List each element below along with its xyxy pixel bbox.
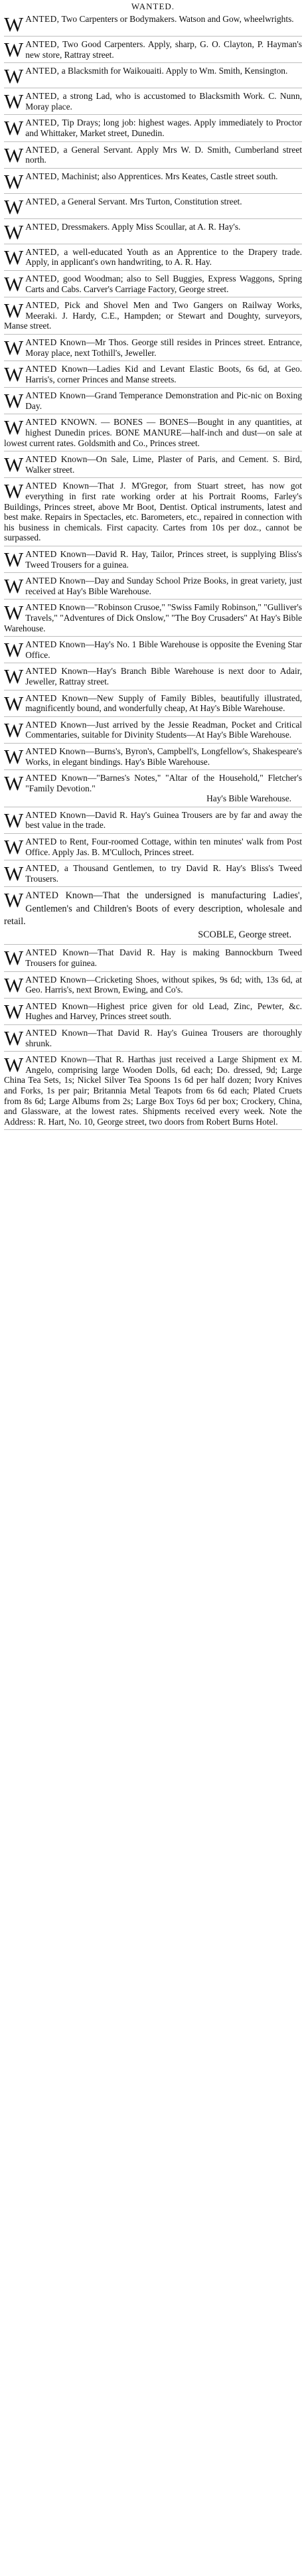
- drop-cap: W: [4, 746, 24, 768]
- classified-ad: [4, 693, 302, 717]
- ad-text: Known—On Sale, Lime, Plaster of Paris, and Cement. S. Bird, Walker street.: [25, 454, 302, 475]
- classified-ad: [4, 837, 302, 860]
- ad-body: [4, 91, 302, 112]
- ad-lead-word: ANTED: [25, 1001, 57, 1011]
- ad-lead-word: ANTED: [25, 773, 57, 783]
- ad-lead-word: ANTED,: [25, 91, 60, 102]
- ad-body: [4, 300, 302, 331]
- ad-lead-word: ANTED: [25, 602, 57, 613]
- ad-body: [4, 666, 302, 686]
- ad-text: Known—"Robinson Crusoe," "Swiss Family Robinson," "Gulliver's Travels," "Adventures of Dick Onslow," "The Boy Crusaders" At Hay's Bible Warehouse.: [4, 602, 302, 633]
- classified-ad: [4, 91, 302, 115]
- ad-text: a strong Lad, who is accustomed to Blacksmith Work. C. Nunn, Moray place.: [25, 91, 302, 112]
- ad-lead-word: ANTED: [25, 890, 59, 902]
- ad-body: [4, 337, 302, 358]
- drop-cap: W: [4, 454, 24, 477]
- ad-text: Known—Mr Thos. George still resides in Princes street. Entrance, Moray place, next Tothill's, Jeweller.: [25, 337, 302, 358]
- classified-ad: [4, 197, 302, 219]
- ad-body: [4, 837, 302, 857]
- ad-body: [4, 1054, 302, 1127]
- ad-text: Two Carpenters or Bodymakers. Watson and Gow, wheelwrights.: [59, 14, 294, 24]
- ad-text: Known—Burns's, Byron's, Campbell's, Longfellow's, Shakespeare's Works, in elegant bindings. Hay's Bible Warehouse.: [25, 746, 302, 767]
- classified-ad: [4, 1054, 302, 1130]
- classified-ad: [4, 1001, 302, 1025]
- ad-body: [4, 1028, 302, 1048]
- classified-ad: [4, 454, 302, 478]
- ad-text: Known—That the undersigned is manufacturing Ladies', Gentlemen's and Children's Boots of every description, wholesale and retail.: [4, 890, 302, 927]
- ad-text: Known—"Barnes's Notes," "Altar of the Household," Fletcher's "Family Devotion.": [25, 773, 302, 793]
- ad-body: [4, 947, 302, 968]
- drop-cap: W: [4, 390, 24, 413]
- classified-ad: [4, 337, 302, 361]
- drop-cap: W: [4, 890, 24, 912]
- drop-cap: W: [4, 947, 24, 970]
- classified-ad: [4, 773, 302, 807]
- drop-cap: W: [4, 1001, 24, 1023]
- drop-cap: W: [4, 300, 24, 323]
- ad-text: Known—Just arrived by the Jessie Readman, Pocket and Critical Commentaries, suitable for Divinity Students—At Hay's Bible Warehouse.: [25, 719, 302, 740]
- ad-body: [4, 746, 302, 767]
- ad-body: [4, 810, 302, 831]
- drop-cap: W: [4, 549, 24, 571]
- ad-text: Known—That David R. Hay is making Bannockburn Tweed Trousers for guinea.: [25, 947, 302, 969]
- classified-ad: [4, 602, 302, 637]
- ad-text: Known—Cricketing Shoes, without spikes, 9s 6d; with, 13s 6d, at Geo. Harris's, next Brown, Ewing, and Co's.: [25, 974, 302, 995]
- ad-body: [4, 481, 302, 543]
- ad-lead-word: ANTED: [25, 337, 57, 347]
- drop-cap: W: [4, 576, 24, 598]
- ad-lead-word: ANTED: [25, 549, 57, 559]
- ad-lead-word: ANTED: [25, 390, 57, 401]
- classified-ad: [4, 810, 302, 834]
- drop-cap: W: [4, 246, 24, 269]
- classified-ad: [4, 247, 302, 271]
- ad-lead-word: ANTED: [25, 1054, 57, 1065]
- ad-body: [4, 118, 302, 138]
- ad-text: Known—Day and Sunday School Prize Books, in great variety, just received at Hay's Bible Warehouse.: [25, 576, 302, 596]
- ad-lead-word: ANTED,: [25, 246, 60, 257]
- classified-ad: [4, 118, 302, 141]
- ad-body: [4, 274, 302, 294]
- ad-lead-word: ANTED: [25, 837, 57, 847]
- classified-ad: [4, 66, 302, 88]
- classified-ad: [4, 274, 302, 297]
- drop-cap: W: [4, 196, 24, 218]
- classified-ad: [4, 549, 302, 573]
- classified-ad: [4, 39, 302, 63]
- ad-lead-word: ANTED: [25, 481, 57, 491]
- drop-cap: W: [4, 974, 24, 997]
- ad-lead-word: ANTED: [25, 809, 57, 820]
- ad-lead-word: ANTED,: [25, 118, 60, 128]
- classified-ad: [4, 576, 302, 600]
- ad-text: a General Servant. Mrs Turton, Constitution street.: [59, 196, 242, 206]
- ad-body: [4, 196, 302, 218]
- drop-cap: W: [4, 144, 24, 167]
- ad-lead-word: ANTED: [25, 746, 57, 756]
- drop-cap: W: [4, 171, 24, 193]
- drop-cap: W: [4, 639, 24, 662]
- drop-cap: W: [4, 14, 24, 36]
- ad-lead-word: ANTED: [25, 454, 57, 465]
- ad-body: [4, 693, 302, 714]
- ad-lead-word: ANTED: [25, 1028, 57, 1038]
- ad-body: [4, 1001, 302, 1022]
- ad-text: Dressmakers. Apply Miss Scoullar, at A. R. Hay's.: [59, 221, 241, 232]
- ad-lead-word: ANTED,: [25, 144, 60, 155]
- ad-lead-word: ANTED: [25, 947, 57, 958]
- ad-text: Known—That R. Harthas just received a Large Shipment ex M. Angelo, comprising large Wooden Dolls, 6d each; Do. dressed, 9d; Large China Tea Sets, 1s; Nickel Silver Tea Spoons 1s 6d per half dozen; Ivory Knives and Forks, 1s per pair; Britannia Metal Teapots from 6s 6d each; Plated Cruets from 8s 6d; Large Albums from 2s; Large Box Toys 6d per box; Crockery, China, and Glassware, at the lowest rates. Shipments received every week. Note the Address: R. Hart, No. 10, George street, two doors from Robert Burns Hotel.: [4, 1054, 302, 1127]
- ad-body: [4, 639, 302, 660]
- classified-ad: [4, 390, 302, 414]
- ad-body: [4, 549, 302, 570]
- ad-text: a well-educated Youth as an Apprentice to the Drapery trade. Apply, in applicant's own handwriting, to A. R. Hay.: [25, 246, 302, 268]
- ad-body: [4, 975, 302, 995]
- ad-body: [4, 221, 302, 244]
- drop-cap: W: [4, 837, 24, 859]
- ad-text: Known—That David R. Hay's Guinea Trousers are thoroughly shrunk.: [25, 1028, 302, 1048]
- ad-text: Known—Highest price given for old Lead, Zinc, Pewter, &c. Hughes and Harvey, Princes street south.: [25, 1001, 302, 1022]
- ad-lead-word: ANTED,: [25, 196, 60, 206]
- ad-body: [4, 145, 302, 165]
- classified-ad: [4, 746, 302, 770]
- ad-lead-word: ANTED,: [25, 66, 60, 76]
- ad-body: [4, 39, 302, 60]
- classified-ad: [4, 417, 302, 451]
- classified-ad: [4, 14, 302, 37]
- ad-text: Machinist; also Apprentices. Mrs Keates, Castle street south.: [59, 171, 278, 181]
- ad-lead-word: ANTED: [25, 576, 57, 586]
- ad-lead-word: ANTED: [25, 692, 57, 703]
- ad-text: Two Good Carpenters. Apply, sharp, G. O. Clayton, P. Hayman's new store, Rattray street.: [25, 39, 302, 60]
- ad-text: Known—David R. Hay's Guinea Trousers are by far and away the best value in the trade.: [25, 809, 302, 831]
- ad-text: a Thousand Gentlemen, to try David R. Hay's Bliss's Tweed Trousers.: [25, 863, 302, 884]
- ad-body: [4, 602, 302, 633]
- ad-body: [4, 890, 302, 929]
- drop-cap: W: [4, 719, 24, 742]
- ad-lead-word: ANTED,: [25, 221, 60, 232]
- classified-ads: [4, 14, 302, 1130]
- ad-lead-word: ANTED: [25, 364, 57, 374]
- classified-ad: [4, 863, 302, 887]
- ad-signature: SCOBLE, George street.: [198, 929, 291, 940]
- ad-lead-word: ANTED: [25, 639, 57, 650]
- classified-ad: [4, 975, 302, 999]
- drop-cap: W: [4, 364, 24, 386]
- classified-ad: [4, 720, 302, 744]
- ad-lead-word: ANTED,: [25, 14, 60, 24]
- ad-lead-word: ANTED,: [25, 171, 60, 181]
- classified-ad: [4, 890, 302, 945]
- ad-text: Known—David R. Hay, Tailor, Princes street, is supplying Bliss's Tweed Trousers for a guinea.: [25, 549, 302, 570]
- drop-cap: W: [4, 118, 24, 140]
- drop-cap: W: [4, 809, 24, 832]
- classified-ad: [4, 947, 302, 971]
- ad-text: Known—New Supply of Family Bibles, beautifully illustrated, magnificently bound, and wonderfully cheap, At Hay's Bible Warehouse.: [25, 692, 302, 714]
- ad-lead-word: ANTED,: [25, 39, 60, 49]
- ad-body: [4, 66, 302, 88]
- drop-cap: W: [4, 1028, 24, 1050]
- drop-cap: W: [4, 1054, 24, 1077]
- ad-text: a General Servant. Apply Mrs W. D. Smith, Cumberland street north.: [25, 144, 302, 165]
- drop-cap: W: [4, 417, 24, 440]
- drop-cap: W: [4, 692, 24, 715]
- classified-ad: [4, 364, 302, 388]
- ad-lead-word: ANTED: [25, 974, 57, 985]
- ad-body: [4, 364, 302, 384]
- classified-ad: [4, 666, 302, 690]
- classified-ad: [4, 1028, 302, 1052]
- drop-cap: W: [4, 481, 24, 503]
- drop-cap: W: [4, 773, 24, 795]
- ad-body: [4, 247, 302, 268]
- classified-ad: [4, 171, 302, 194]
- classified-ad: [4, 639, 302, 663]
- drop-cap: W: [4, 602, 24, 625]
- ad-text: Known—That J. M'Gregor, from Stuart street, has now got everything in first rate working order at his Portrait Rooms, Farley's Buildings, Princes street, above Mr Boot, Dentist. Optical instruments, latest and best make. Repairs in Spectacles, etc. Barometers, etc., repaired in connection with his business in chemicals. First capacity. Cartes from 10s per doz., cannot be surpassed.: [4, 481, 302, 543]
- classified-ad: [4, 300, 302, 335]
- ad-text: to Rent, Four-roomed Cottage, within ten minutes' walk from Post Office. Apply Jas. B. M'Culloch, Princes street.: [25, 837, 302, 857]
- drop-cap: W: [4, 666, 24, 688]
- ad-lead-word: ANTED,: [25, 300, 60, 311]
- ad-body: [4, 576, 302, 596]
- ad-text: a Blacksmith for Waikouaiti. Apply to Wm. Smith, Kensington.: [59, 66, 288, 76]
- drop-cap: W: [4, 337, 24, 359]
- ad-body: [4, 171, 302, 193]
- drop-cap: W: [4, 273, 24, 295]
- ad-body: [4, 720, 302, 740]
- ad-lead-word: ANTED,: [25, 863, 60, 874]
- drop-cap: W: [4, 39, 24, 61]
- ad-lead-word: ANTED,: [25, 273, 60, 283]
- ad-body: [4, 454, 302, 475]
- classified-ad: [4, 222, 302, 244]
- ad-text: Known—Grand Temperance Demonstration and Pic-nic on Boxing Day.: [25, 390, 302, 411]
- ad-text: Known—Hay's Branch Bible Warehouse is next door to Adair, Jeweller, Rattray street.: [25, 666, 302, 686]
- ad-body: [4, 390, 302, 411]
- section-heading: WANTED.: [131, 1, 175, 11]
- drop-cap: W: [4, 66, 24, 88]
- ad-lead-word: ANTED: [25, 417, 57, 428]
- ad-text: KNOWN. — BONES — BONES—Bought in any quantities, at highest Dunedin prices. BONE MANURE—half-inch and dust—on sale at lowest current rates. Goldsmith and Co., Princes street.: [4, 417, 302, 448]
- ad-body: [4, 14, 302, 36]
- ad-body: [4, 773, 302, 793]
- ad-text: Pick and Shovel Men and Two Gangers on Railway Works, Meeraki. J. Hardy, C.E., Hampden; or Stewart and Doughty, surveyors, Manse street.: [4, 300, 302, 331]
- ad-lead-word: ANTED: [25, 719, 57, 730]
- ad-body: [4, 417, 302, 448]
- ad-signature: Hay's Bible Warehouse.: [206, 793, 291, 804]
- ad-text: Known—Hay's No. 1 Bible Warehouse is opposite the Evening Star Office.: [25, 639, 302, 660]
- drop-cap: W: [4, 91, 24, 114]
- drop-cap: W: [4, 221, 24, 244]
- ad-body: [4, 863, 302, 884]
- ad-text: Tip Drays; long job: highest wages. Apply immediately to Proctor and Whittaker, Market street, Dunedin.: [25, 118, 302, 138]
- ad-lead-word: ANTED: [25, 666, 57, 677]
- classified-ad: [4, 481, 302, 546]
- ad-text: good Woodman; also to Sell Buggies, Express Waggons, Spring Carts and Cabs. Carver's Carriage Factory, George street.: [25, 273, 302, 294]
- drop-cap: W: [4, 863, 24, 886]
- ad-text: Known—Ladies Kid and Levant Elastic Boots, 6s 6d, at Geo. Harris's, corner Princes and Manse streets.: [25, 364, 302, 384]
- classified-ad: [4, 145, 302, 169]
